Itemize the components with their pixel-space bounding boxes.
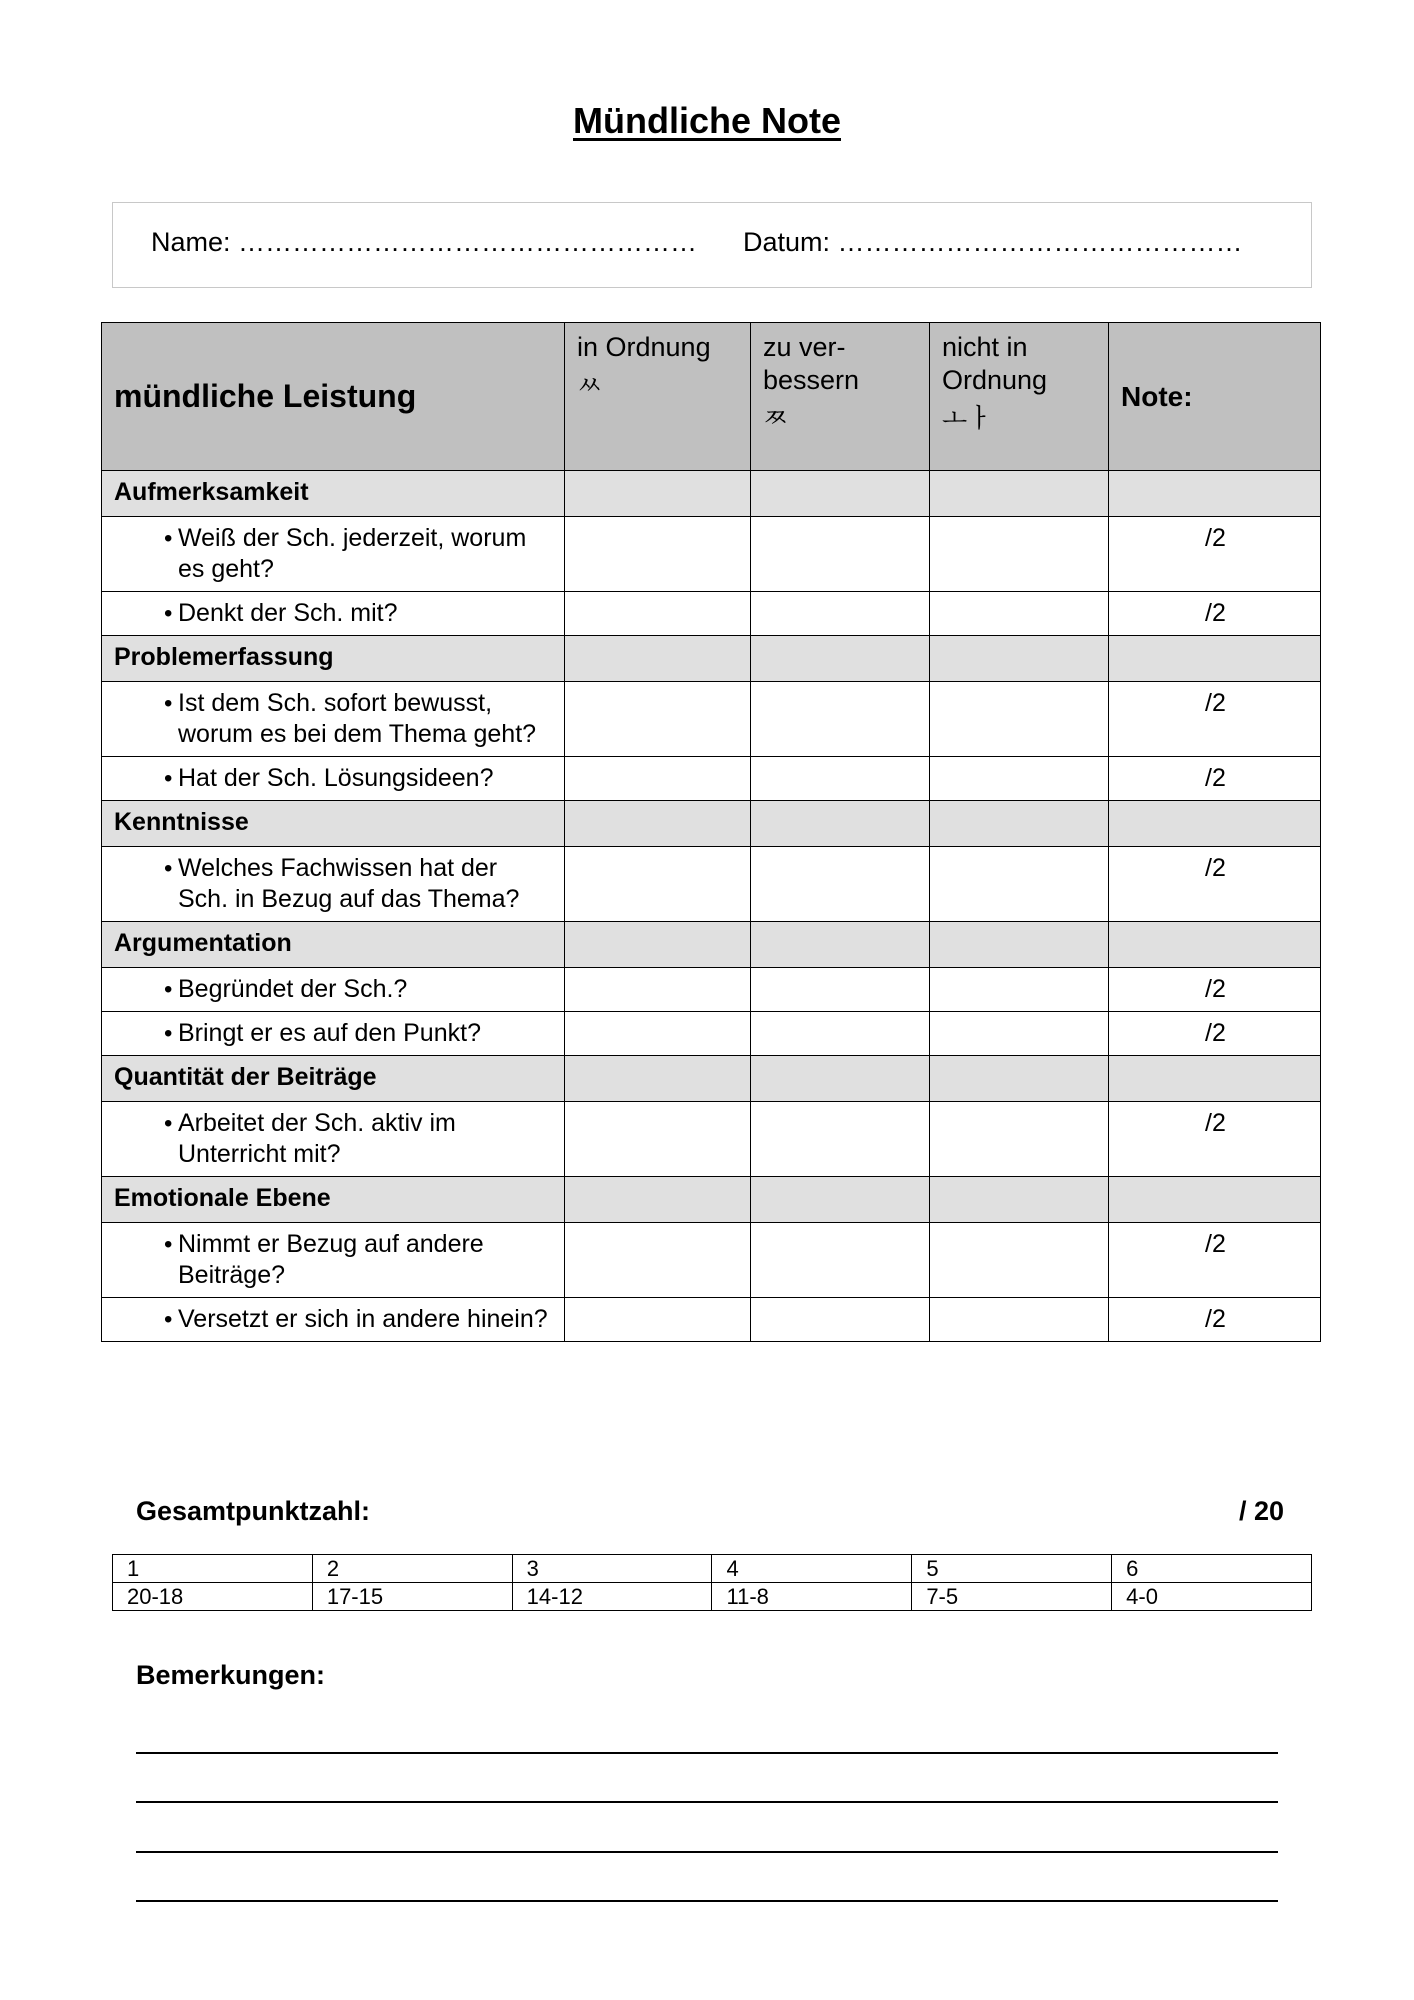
criterion-text: Begründet der Sch.?: [178, 975, 408, 1003]
category-label: Emotionale Ebene: [102, 1177, 565, 1223]
criterion-text: Ist dem Sch. sofort bewusst, worum es bei dem Thema geht?: [178, 689, 537, 748]
bullet-icon: •: [164, 1231, 173, 1258]
rating-ok-cell[interactable]: [565, 757, 751, 801]
points-cell[interactable]: /2: [1109, 1298, 1321, 1342]
range-cell: 11-8: [712, 1583, 912, 1611]
rating-not-ok-cell[interactable]: [930, 592, 1109, 636]
grade-cell: 2: [312, 1555, 512, 1583]
category-blank-cell: [930, 636, 1109, 682]
category-blank-cell: [751, 636, 930, 682]
rating-ok-cell[interactable]: [565, 1223, 751, 1298]
rating-improve-cell[interactable]: [751, 1298, 930, 1342]
rating-improve-cell[interactable]: [751, 757, 930, 801]
rating-not-ok-cell[interactable]: [930, 1223, 1109, 1298]
category-blank-cell: [751, 801, 930, 847]
rating-improve-cell[interactable]: [751, 682, 930, 757]
criterion-text: Weiß der Sch. jederzeit, worum es geht?: [178, 524, 527, 583]
remarks-line[interactable]: [136, 1801, 1278, 1803]
range-cell: 4-0: [1112, 1583, 1312, 1611]
grade-cell: 3: [512, 1555, 712, 1583]
category-row: [102, 922, 1321, 968]
category-blank-cell: [565, 922, 751, 968]
grade-cell: 6: [1112, 1555, 1312, 1583]
range-cell: 20-18: [113, 1583, 313, 1611]
points-cell[interactable]: /2: [1109, 1102, 1321, 1177]
grade-row: [113, 1555, 1312, 1583]
not-ok-symbol-icon: ㅗㅏ: [942, 403, 993, 433]
category-blank-cell: [1109, 1056, 1321, 1102]
criterion-cell: [102, 592, 565, 636]
rating-improve-cell[interactable]: [751, 517, 930, 592]
criterion-cell: [102, 1012, 565, 1056]
category-blank-cell: [930, 1056, 1109, 1102]
rating-not-ok-cell[interactable]: [930, 847, 1109, 922]
rating-ok-cell[interactable]: [565, 1012, 751, 1056]
category-label: Problemerfassung: [102, 636, 565, 682]
column-header-not-ok: [930, 323, 1109, 471]
criterion-row: [102, 757, 1321, 801]
ok-symbol-icon: ㅆ: [577, 370, 603, 400]
category-blank-cell: [565, 636, 751, 682]
criterion-text: Arbeitet der Sch. aktiv im Unterricht mit?: [178, 1109, 456, 1168]
category-blank-cell: [930, 801, 1109, 847]
criterion-cell: [102, 1102, 565, 1177]
points-cell[interactable]: /2: [1109, 1223, 1321, 1298]
rating-improve-cell[interactable]: [751, 1012, 930, 1056]
rating-improve-cell[interactable]: [751, 1102, 930, 1177]
table-header-row: [102, 323, 1321, 471]
name-field[interactable]: Name: ……………………………………………: [151, 227, 698, 257]
criterion-row: [102, 968, 1321, 1012]
rating-not-ok-cell[interactable]: [930, 517, 1109, 592]
grade-scale-table: [112, 1554, 1312, 1611]
rating-ok-cell[interactable]: [565, 592, 751, 636]
category-blank-cell: [1109, 922, 1321, 968]
criterion-cell: [102, 757, 565, 801]
column-header-ok: [565, 323, 751, 471]
rating-improve-cell[interactable]: [751, 1223, 930, 1298]
points-cell[interactable]: /2: [1109, 847, 1321, 922]
category-blank-cell: [751, 1177, 930, 1223]
criterion-row: [102, 1012, 1321, 1056]
criterion-text: Welches Fachwissen hat der Sch. in Bezug auf das Thema?: [178, 854, 520, 913]
bullet-icon: •: [164, 765, 173, 792]
criterion-cell: [102, 1298, 565, 1342]
criterion-text: Nimmt er Bezug auf andere Beiträge?: [178, 1230, 484, 1289]
remarks-label: Bemerkungen:: [136, 1660, 326, 1690]
grade-cell: 1: [113, 1555, 313, 1583]
range-cell: 17-15: [312, 1583, 512, 1611]
column-header-note: Note:: [1109, 323, 1321, 471]
criterion-cell: [102, 847, 565, 922]
range-row: [113, 1583, 1312, 1611]
grade-cell: 4: [712, 1555, 912, 1583]
category-blank-cell: [1109, 801, 1321, 847]
points-cell[interactable]: /2: [1109, 757, 1321, 801]
criterion-text: Denkt der Sch. mit?: [178, 599, 398, 627]
category-row: [102, 1177, 1321, 1223]
rating-ok-cell[interactable]: [565, 1102, 751, 1177]
category-row: [102, 801, 1321, 847]
remarks-line[interactable]: [136, 1900, 1278, 1902]
criterion-text: Hat der Sch. Lösungsideen?: [178, 764, 494, 792]
category-blank-cell: [565, 471, 751, 517]
criterion-cell: [102, 1223, 565, 1298]
bullet-icon: •: [164, 600, 173, 627]
rating-improve-cell[interactable]: [751, 592, 930, 636]
rating-ok-cell[interactable]: [565, 517, 751, 592]
page-title: Mündliche Note: [573, 100, 841, 141]
category-row: [102, 471, 1321, 517]
rating-improve-cell[interactable]: [751, 847, 930, 922]
criterion-cell: [102, 517, 565, 592]
category-label: Quantität der Beiträge: [102, 1056, 565, 1102]
category-blank-cell: [1109, 471, 1321, 517]
category-blank-cell: [930, 1177, 1109, 1223]
category-blank-cell: [751, 471, 930, 517]
category-row: [102, 636, 1321, 682]
rating-ok-cell[interactable]: [565, 968, 751, 1012]
points-cell[interactable]: /2: [1109, 517, 1321, 592]
points-cell[interactable]: /2: [1109, 592, 1321, 636]
category-blank-cell: [1109, 636, 1321, 682]
rating-ok-cell[interactable]: [565, 1298, 751, 1342]
criterion-cell: [102, 968, 565, 1012]
remarks-line[interactable]: [136, 1851, 1278, 1853]
criterion-text: Bringt er es auf den Punkt?: [178, 1019, 481, 1047]
category-blank-cell: [930, 471, 1109, 517]
category-row: [102, 1056, 1321, 1102]
criterion-row: [102, 1102, 1321, 1177]
category-label: Argumentation: [102, 922, 565, 968]
category-blank-cell: [565, 801, 751, 847]
category-blank-cell: [751, 922, 930, 968]
points-cell[interactable]: /2: [1109, 682, 1321, 757]
rating-ok-cell[interactable]: [565, 682, 751, 757]
rating-not-ok-cell[interactable]: [930, 1012, 1109, 1056]
name-date-box: [112, 202, 1312, 288]
bullet-icon: •: [164, 525, 173, 552]
category-blank-cell: [565, 1056, 751, 1102]
evaluation-table: [101, 322, 1321, 1342]
criterion-row: [102, 1223, 1321, 1298]
criterion-cell: [102, 682, 565, 757]
total-score-value: / 20: [1238, 1496, 1284, 1526]
category-label: Kenntnisse: [102, 801, 565, 847]
criterion-row: [102, 847, 1321, 922]
category-blank-cell: [565, 1177, 751, 1223]
points-cell[interactable]: /2: [1109, 968, 1321, 1012]
category-blank-cell: [930, 922, 1109, 968]
total-score-label: Gesamtpunktzahl:: [136, 1496, 371, 1526]
column-header-improve-label: zu ver-bessern: [763, 332, 860, 395]
criterion-row: [102, 1298, 1321, 1342]
points-cell[interactable]: /2: [1109, 1012, 1321, 1056]
criterion-row: [102, 682, 1321, 757]
rating-not-ok-cell[interactable]: [930, 757, 1109, 801]
rating-ok-cell[interactable]: [565, 847, 751, 922]
column-header-not-ok-label: nicht in Ordnung: [942, 332, 1048, 395]
criterion-row: [102, 517, 1321, 592]
category-blank-cell: [751, 1056, 930, 1102]
rating-not-ok-cell[interactable]: [930, 968, 1109, 1012]
bullet-icon: •: [164, 1306, 173, 1333]
column-header-improve: [751, 323, 930, 471]
range-cell: 7-5: [912, 1583, 1112, 1611]
column-header-performance: mündliche Leistung: [102, 323, 565, 471]
remarks-line[interactable]: [136, 1752, 1278, 1754]
rating-improve-cell[interactable]: [751, 968, 930, 1012]
bullet-icon: •: [164, 1110, 173, 1137]
bullet-icon: •: [164, 1020, 173, 1047]
criterion-text: Versetzt er sich in andere hinein?: [178, 1305, 548, 1333]
column-header-ok-label: in Ordnung: [577, 332, 711, 362]
date-field[interactable]: Datum: ………………………………………: [743, 227, 1243, 257]
rating-not-ok-cell[interactable]: [930, 1298, 1109, 1342]
grade-cell: 5: [912, 1555, 1112, 1583]
rating-not-ok-cell[interactable]: [930, 682, 1109, 757]
category-label: Aufmerksamkeit: [102, 471, 565, 517]
range-cell: 14-12: [512, 1583, 712, 1611]
category-blank-cell: [1109, 1177, 1321, 1223]
bullet-icon: •: [164, 976, 173, 1003]
bullet-icon: •: [164, 690, 173, 717]
rating-not-ok-cell[interactable]: [930, 1102, 1109, 1177]
bullet-icon: •: [164, 855, 173, 882]
improve-symbol-icon: ㅉ: [763, 403, 789, 433]
criterion-row: [102, 592, 1321, 636]
